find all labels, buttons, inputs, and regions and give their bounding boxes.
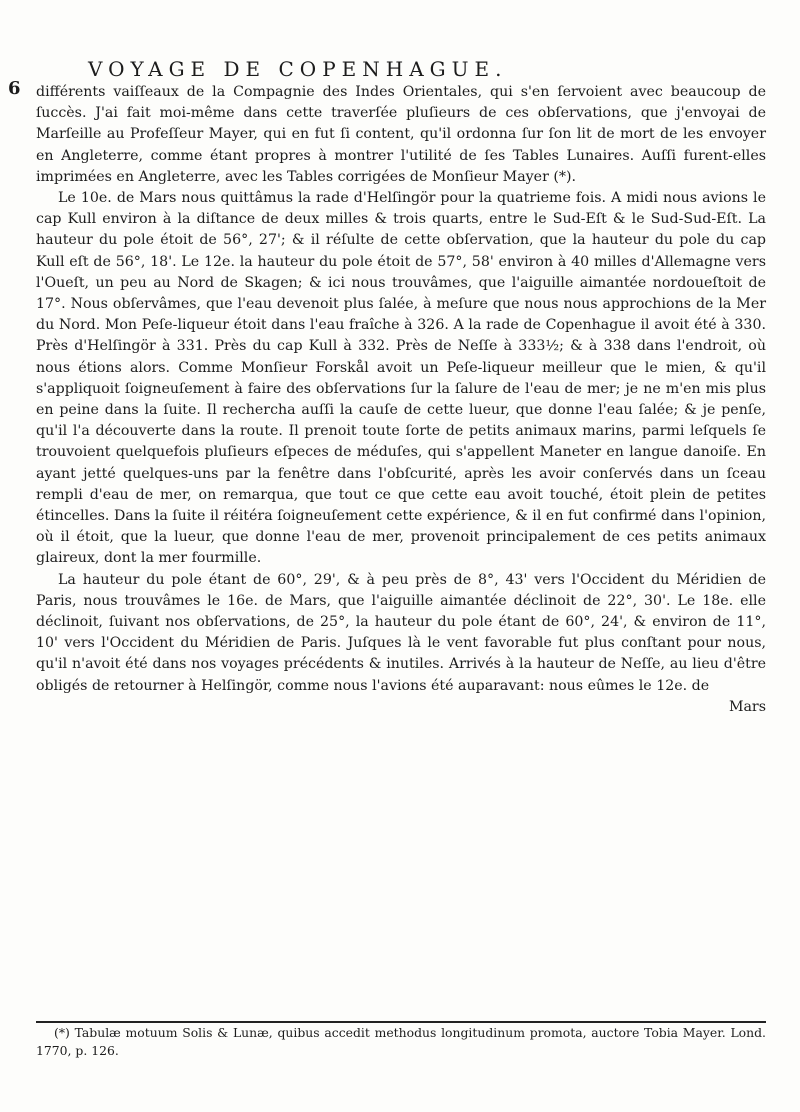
page-number: 6 [8,78,21,99]
paragraph-march-10: Le 10e. de Mars nous quittâmus la rade d'Helſingör pour la quatrieme fois. A midi nous avions le cap Kull environ à la diſtance de deux milles & trois quarts, entre le Sud-Eſt & le Sud-Sud-Eſt. La hauteur du pole étoit de 56°, 27'; & il réſulte de cette obſervation, que la hauteur du pole du cap Kull eſt de 56°, 18'. Le 12e. la hauteur du pole étoit de 57°, 58' environ à 40 milles d'Allemagne vers l'Oueſt, un peu au Nord de Skagen; & ici nous trouvâmes, que l'aiguille aimantée nordoueſtoit de 17°. Nous obſervâmes, que l'eau devenoit plus ſalée, à meſure que nous nous approchions de la Mer du Nord. Mon Peſe-liqueur étoit dans l'eau fraîche à 326. A la rade de Copenhague il avoit été à 330. Près d'Helſingör à 331. Près du cap Kull à 332. Près de Neſſe à 333½; & à 338 dans l'endroit, où nous étions alors. Comme Monſieur Forskål avoit un Peſe-liqueur meilleur que le mien, & qu'il s'appliquoit ſoigneuſement à faire des obſervations ſur la ſalure de l'eau de mer; je ne m'en mis plus en peine dans la ſuite. Il rechercha auſſi la cauſe de cette lueur, que donne l'eau ſalée; & je penſe, qu'il l'a découverte dans la route. Il prenoit toute ſorte de petits animaux marins, parmi leſquels ſe trouvoient quelquefois pluſieurs eſpeces de méduſes, qui s'appellent Maneter en langue danoiſe. En ayant jetté quelques-uns par la fenêtre dans l'obſcurité, après les avoir conſervés dans un ſceau rempli d'eau de mer, on remarqua, que tout ce que cette eau avoit touché, étoit plein de petites étincelles. Dans la ſuite il réitéra ſoigneuſement cette expérience, & il en fut confirmé dans l'opinion, où il étoit, que la lueur, que donne l'eau de mer, provenoit principalement de ces petits animaux glaireux, dont la mer fourmille. [36,190,766,567]
running-head: VOYAGE DE COPENHAGUE. [88,57,508,81]
footnote: (*) Tabulæ motuum Solis & Lunæ, quibus accedit methodus longitudinum promota, auctore Tobia Mayer. Lond. 1770, p. 126. [36,1025,766,1058]
paragraph-continuation: différents vaiſſeaux de la Compagnie des Indes Orientales, qui s'en ſervoient avec beaucoup de ſuccès. J'ai fait moi-même dans cette traverſée pluſieurs de ces obſervations, que j'envoyai de Marſeille au Profeſſeur Mayer, qui en fut ſi content, qu'il ordonna ſur ſon lit de mort de les envoyer en Angleterre, comme étant propres à montrer l'utilité de ſes Tables Lunaires. Auſſi furent-elles imprimées en Angleterre, avec les Tables corrigées de Monſieur Mayer (*). [36,84,766,185]
paragraph-pole-height: La hauteur du pole étant de 60°, 29', & à peu près de 8°, 43' vers l'Occident du Méridien de Paris, nous trouvâmes le 16e. de Mars, que l'aiguille aimantée déclinoit de 22°, 30'. Le 18e. elle déclinoit, ſuivant nos obſervations, de 25°, la hauteur du pole étant de 60°, 24', & environ de 11°, 10' vers l'Occident du Méridien de Paris. Juſques là le vent favorable fut plus conſtant pour nous, qu'il n'avoit été dans nos voyages précédents & inutiles. Arrivés à la hauteur de Neſſe, au lieu d'être obligés de retourner à Helſingör, comme nous l'avions été auparavant: nous eûmes le 12e. de [36,571,766,694]
main-text [36,82,766,718]
footnote-rule [36,1021,766,1023]
catchword: Mars [728,698,766,715]
